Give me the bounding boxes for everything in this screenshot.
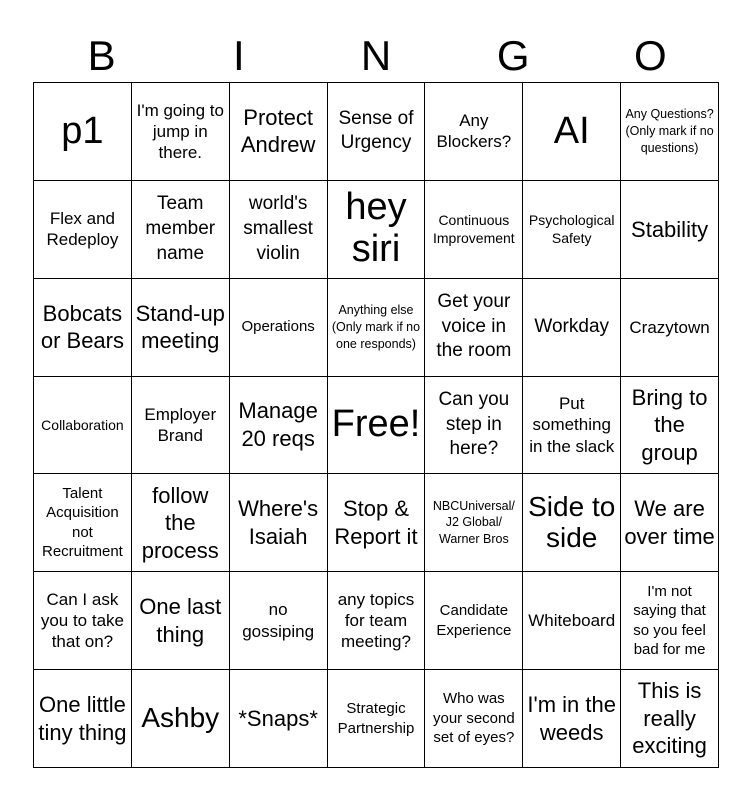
bingo-cell[interactable]: Put something in the slack bbox=[523, 377, 621, 475]
header-letter-b: B bbox=[87, 32, 116, 79]
bingo-cell[interactable]: Psychological Safety bbox=[523, 181, 621, 279]
bingo-cell[interactable]: Manage 20 reqs bbox=[230, 377, 328, 475]
bingo-cell[interactable]: p1 bbox=[34, 83, 132, 181]
bingo-cell[interactable]: I'm going to jump in there. bbox=[132, 83, 230, 181]
bingo-cell[interactable]: Workday bbox=[523, 279, 621, 377]
bingo-header bbox=[33, 30, 719, 82]
bingo-cell[interactable]: Strategic Partnership bbox=[328, 670, 426, 768]
bingo-board bbox=[33, 82, 719, 768]
bingo-cell[interactable]: Any Blockers? bbox=[425, 83, 523, 181]
bingo-cell[interactable]: I'm in the weeds bbox=[523, 670, 621, 768]
bingo-cell[interactable]: Get your voice in the room bbox=[425, 279, 523, 377]
bingo-cell[interactable]: Employer Brand bbox=[132, 377, 230, 475]
bingo-cell[interactable]: One last thing bbox=[132, 572, 230, 670]
bingo-cell[interactable]: Collaboration bbox=[34, 377, 132, 475]
bingo-cell[interactable]: Anything else (Only mark if no one responds) bbox=[328, 279, 426, 377]
bingo-cell[interactable]: Side to side bbox=[523, 474, 621, 572]
bingo-cell[interactable]: Team member name bbox=[132, 181, 230, 279]
bingo-cell[interactable]: We are over time bbox=[621, 474, 719, 572]
bingo-cell[interactable]: Continuous Improvement bbox=[425, 181, 523, 279]
bingo-cell[interactable]: no gossiping bbox=[230, 572, 328, 670]
bingo-cell[interactable]: Stop & Report it bbox=[328, 474, 426, 572]
bingo-cell[interactable]: any topics for team meeting? bbox=[328, 572, 426, 670]
bingo-cell[interactable]: Where's Isaiah bbox=[230, 474, 328, 572]
bingo-cell[interactable]: Crazytown bbox=[621, 279, 719, 377]
bingo-cell[interactable]: Talent Acquisition not Recruitment bbox=[34, 474, 132, 572]
bingo-cell[interactable]: Stability bbox=[621, 181, 719, 279]
bingo-cell[interactable]: I'm not saying that so you feel bad for me bbox=[621, 572, 719, 670]
bingo-cell[interactable]: AI bbox=[523, 83, 621, 181]
bingo-cell[interactable]: This is really exciting bbox=[621, 670, 719, 768]
bingo-cell[interactable]: follow the process bbox=[132, 474, 230, 572]
bingo-cell[interactable]: NBCUniversal/ J2 Global/ Warner Bros bbox=[425, 474, 523, 572]
header-letter-n: N bbox=[360, 32, 392, 79]
bingo-cell[interactable]: Candidate Experience bbox=[425, 572, 523, 670]
bingo-cell[interactable]: Who was your second set of eyes? bbox=[425, 670, 523, 768]
bingo-cell[interactable]: Can I ask you to take that on? bbox=[34, 572, 132, 670]
bingo-cell[interactable]: Flex and Redeploy bbox=[34, 181, 132, 279]
bingo-cell[interactable]: One little tiny thing bbox=[34, 670, 132, 768]
bingo-cell[interactable]: Any Questions? (Only mark if no questions) bbox=[621, 83, 719, 181]
bingo-cell[interactable]: Protect Andrew bbox=[230, 83, 328, 181]
bingo-cell[interactable]: Ashby bbox=[132, 670, 230, 768]
header-letter-i: I bbox=[232, 32, 245, 79]
bingo-cell[interactable]: Stand-up meeting bbox=[132, 279, 230, 377]
bingo-cell[interactable]: world's smallest violin bbox=[230, 181, 328, 279]
bingo-cell[interactable]: *Snaps* bbox=[230, 670, 328, 768]
bingo-cell[interactable]: Sense of Urgency bbox=[328, 83, 426, 181]
bingo-cell[interactable]: Operations bbox=[230, 279, 328, 377]
bingo-cell[interactable]: hey siri bbox=[328, 181, 426, 279]
bingo-cell[interactable]: Can you step in here? bbox=[425, 377, 523, 475]
header-letter-g: G bbox=[496, 32, 530, 79]
header-letter-o: O bbox=[634, 32, 667, 79]
bingo-cell[interactable]: Whiteboard bbox=[523, 572, 621, 670]
bingo-cell[interactable]: Bring to the group bbox=[621, 377, 719, 475]
bingo-cell[interactable]: Bobcats or Bears bbox=[34, 279, 132, 377]
bingo-cell[interactable]: Free! bbox=[328, 377, 426, 475]
